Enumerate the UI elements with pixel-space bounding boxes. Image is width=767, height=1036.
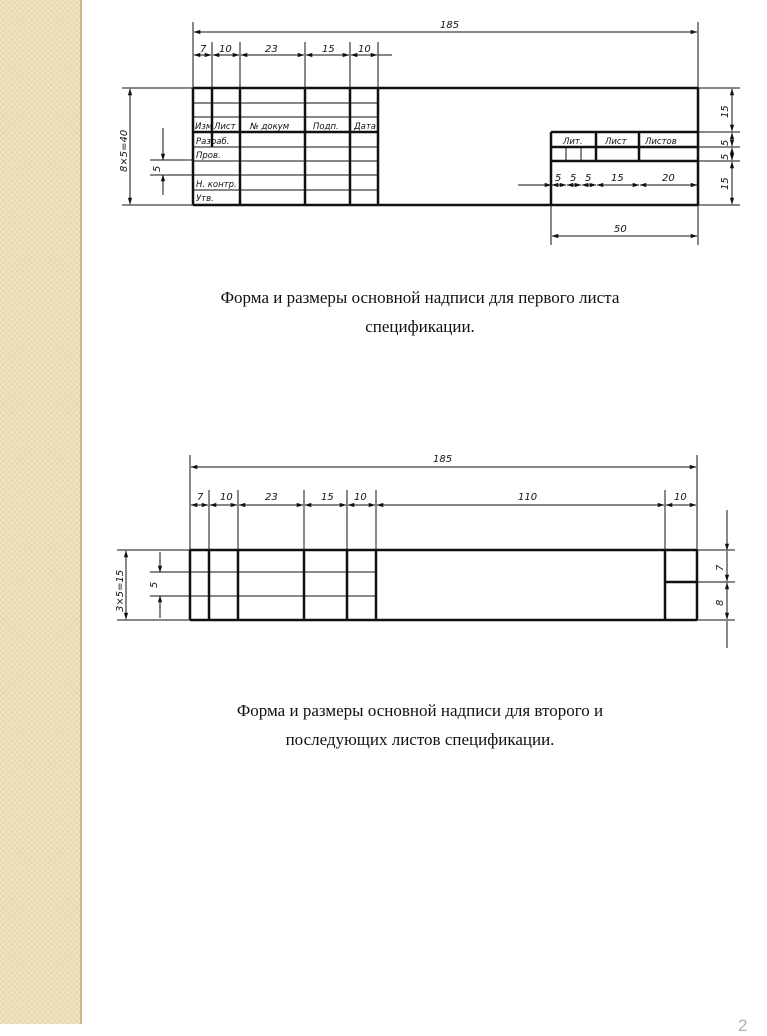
fig1-dim-bottom-5b: 5 (570, 173, 577, 184)
fig1-cell-doc-no: № докум (250, 122, 290, 132)
fig1-dim-10a: 10 (219, 44, 232, 55)
fig1-dim-bottom-50: 50 (614, 224, 627, 235)
fig1-dim-23: 23 (265, 44, 278, 55)
fig2-dim-total: 185 (433, 454, 453, 465)
fig1-dim-15: 15 (322, 44, 335, 55)
fig1-dim-bottom-5c: 5 (585, 173, 592, 184)
fig1-row-utv: Утв. (196, 194, 214, 204)
caption-first-sheet-line1: Форма и размеры основной надписи для первого листа (220, 288, 620, 307)
title-block-subsequent-sheets (117, 455, 735, 648)
fig1-dim-right-5a: 5 (720, 139, 731, 146)
fig2-dim-10c: 10 (674, 492, 687, 503)
fig1-cell-lit: Лит. (563, 137, 583, 147)
fig2-dim-23: 23 (265, 492, 278, 503)
fig1-cell-sign: Подп. (313, 122, 339, 132)
fig1-row-n-kontr: Н. контр. (196, 180, 237, 190)
fig2-dim-7: 7 (197, 492, 204, 503)
fig1-dim-7: 7 (200, 44, 207, 55)
fig2-dim-left-row: 5 (149, 581, 160, 588)
fig1-labels (119, 20, 731, 235)
fig1-dim-left-total: 8×5=40 (119, 129, 130, 172)
fig2-dim-right-7: 7 (715, 564, 726, 571)
fig1-cell-right-list: Лист (605, 137, 627, 147)
fig1-cell-izm: Изм (195, 122, 213, 132)
fig1-dim-10b: 10 (358, 44, 371, 55)
fig1-dim-bottom-5a: 5 (555, 173, 562, 184)
fig1-dim-right-5b: 5 (720, 153, 731, 160)
fig2-dim-10b: 10 (354, 492, 367, 503)
fig2-frame (190, 550, 697, 620)
fig2-dim-110: 110 (518, 492, 538, 503)
caption-subsequent-sheets-line1: Форма и размеры основной надписи для второго и (236, 701, 604, 720)
fig1-dim-bottom-20: 20 (662, 173, 675, 184)
fig2-labels (115, 454, 726, 612)
fig2-dim-15: 15 (321, 492, 334, 503)
fig1-row-razrab: Разраб. (196, 137, 230, 147)
caption-subsequent-sheets-line2: последующих листов спецификации. (285, 730, 555, 749)
fig1-dim-total: 185 (440, 20, 460, 31)
fig1-cell-date: Дата (354, 122, 377, 132)
fig1-dim-left-row: 5 (152, 165, 163, 172)
caption-first-sheet (110, 283, 730, 341)
fig1-thin-rows (193, 103, 581, 190)
fig2-dim-10a: 10 (220, 492, 233, 503)
title-block-first-sheet (122, 22, 740, 245)
fig2-dim-left-total: 3×5=15 (115, 569, 126, 612)
fig1-cell-listov: Листов (645, 137, 677, 147)
fig2-dim-right-8: 8 (715, 599, 726, 606)
caption-first-sheet-line2: спецификации. (365, 317, 475, 336)
fig1-dim-right-15b: 15 (720, 177, 731, 190)
fig1-cell-list: Лист (214, 122, 236, 132)
fig1-dim-bottom-15: 15 (611, 173, 624, 184)
fig1-dim-right-15a: 15 (720, 105, 731, 118)
caption-subsequent-sheets (110, 696, 730, 754)
page-number: 2 (738, 1016, 748, 1035)
fig1-row-prov: Пров. (196, 151, 221, 161)
